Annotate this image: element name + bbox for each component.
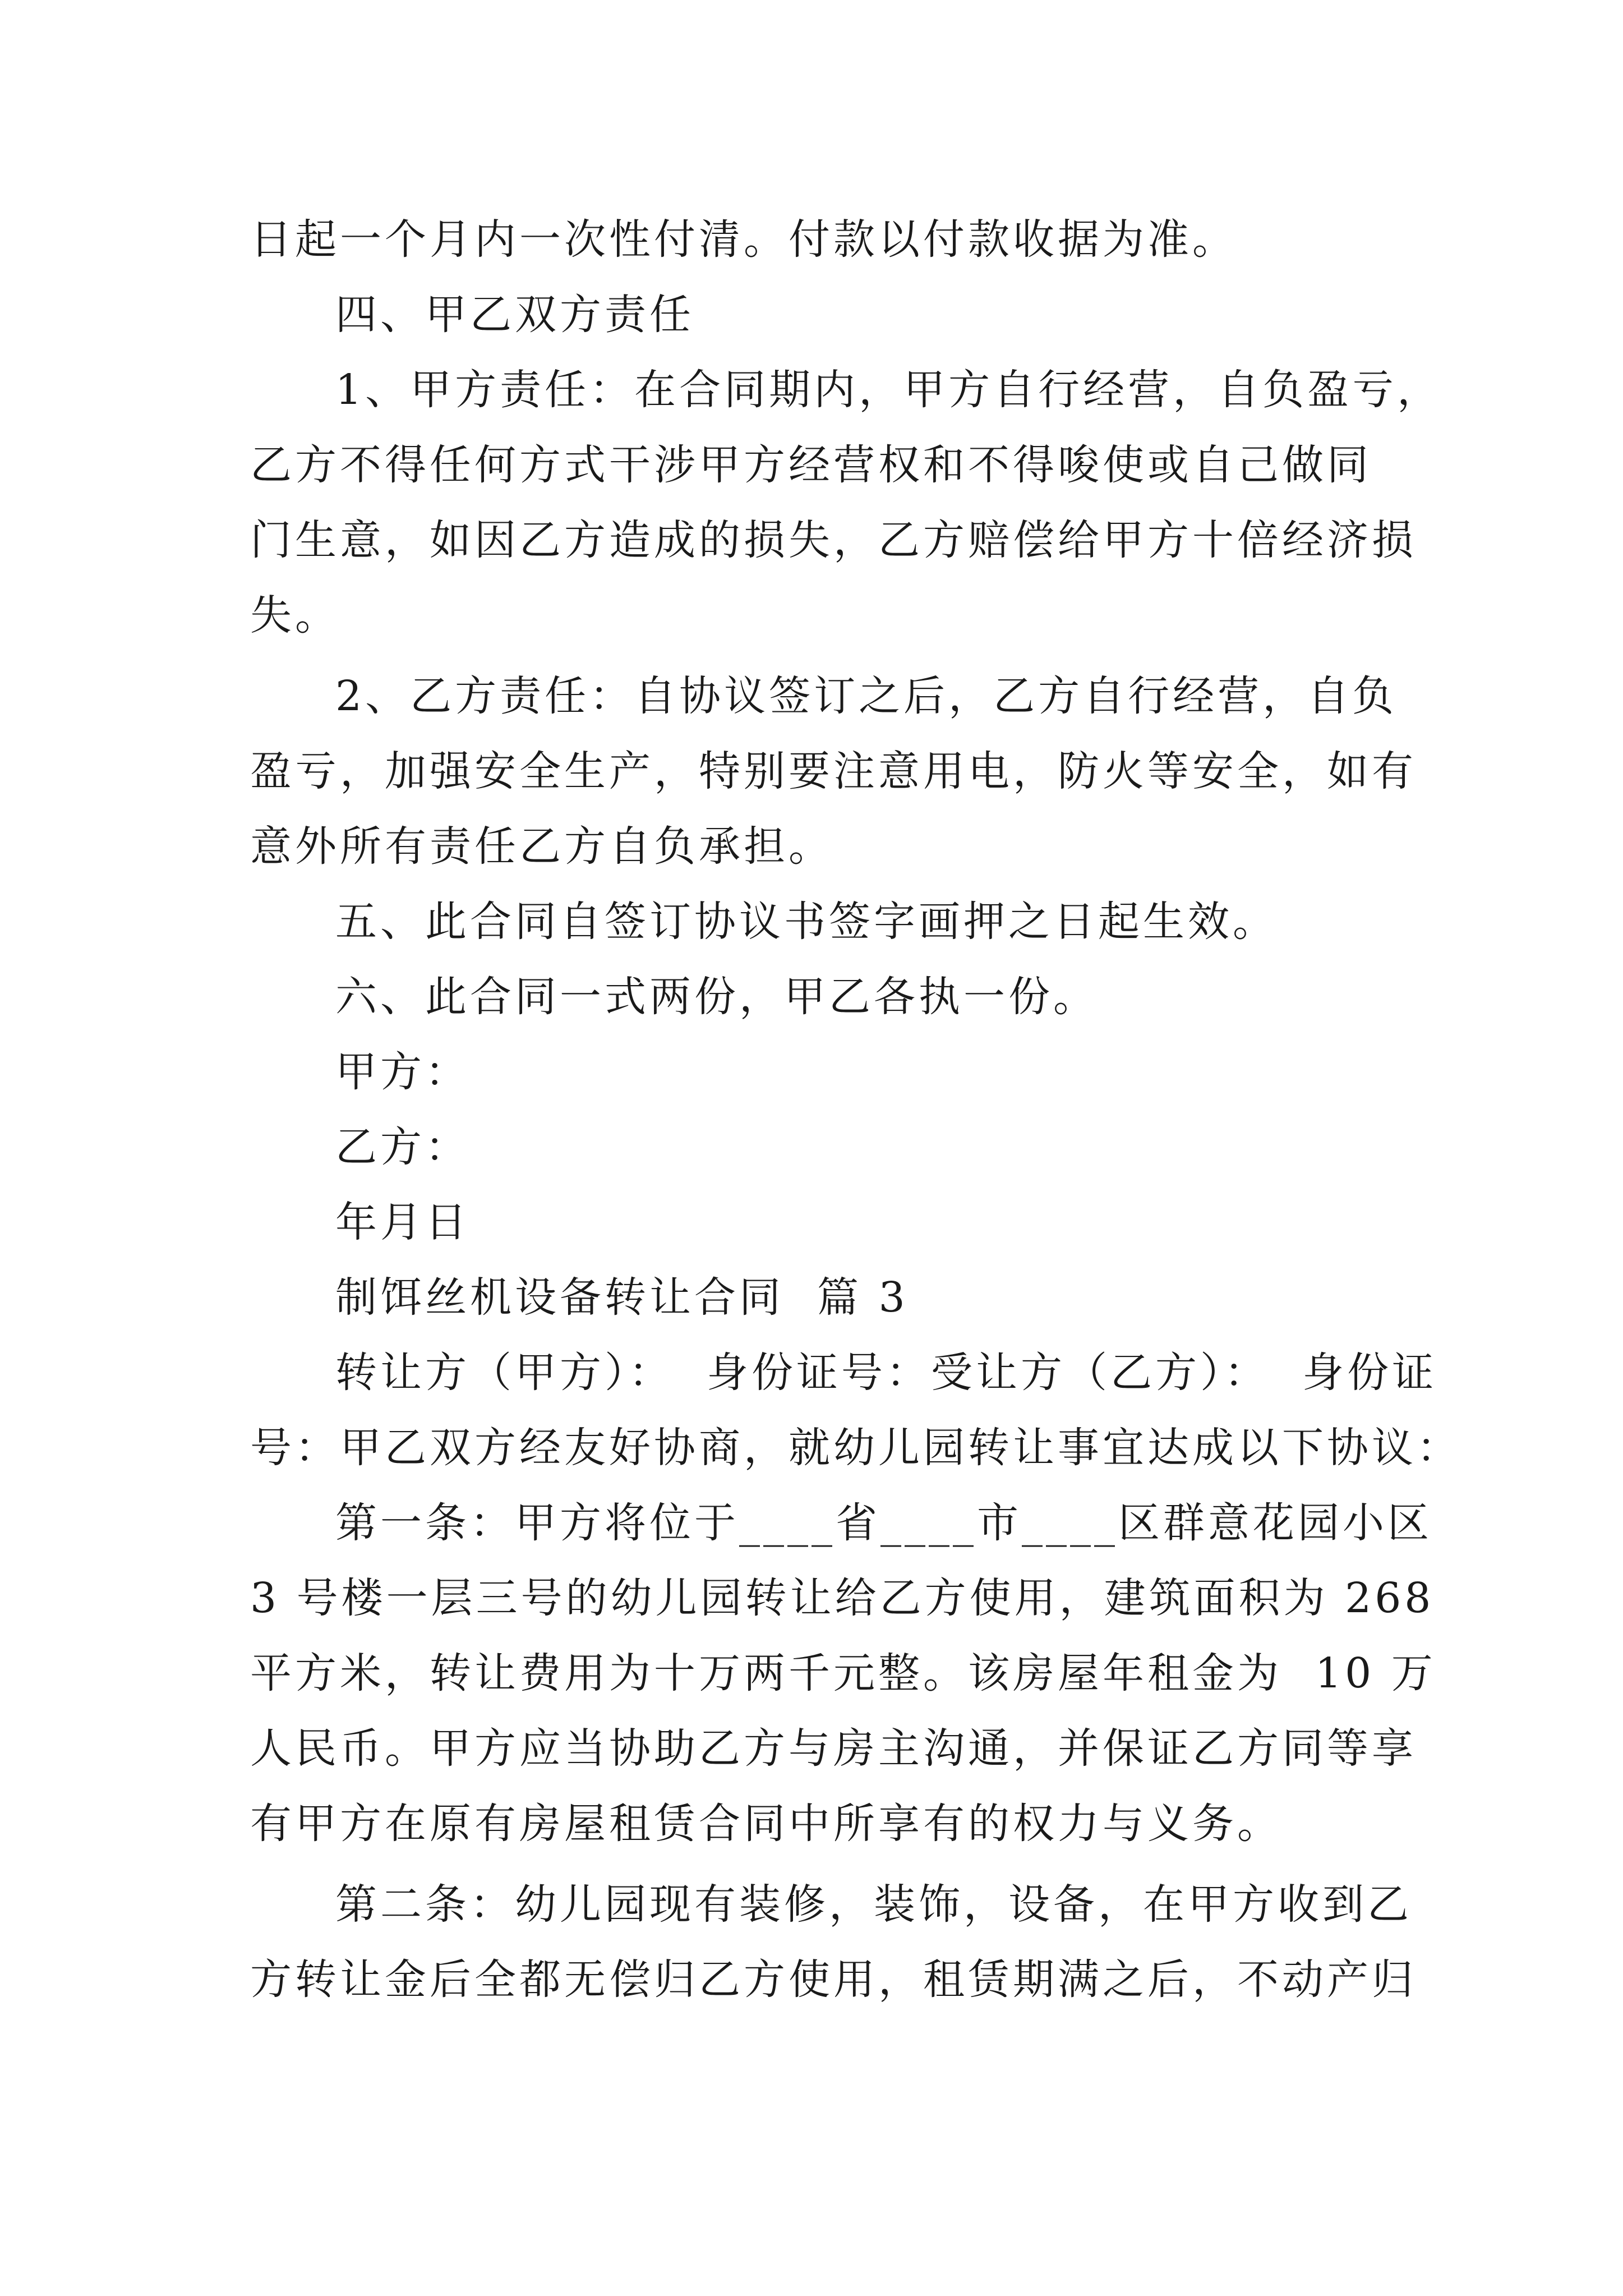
text-line: 意外所有责任乙方自负承担。 — [250, 822, 833, 871]
text-line: 第二条：幼儿园现有装修，装饰，设备，在甲方收到乙 — [335, 1880, 1412, 1929]
text-line: 转让方（甲方）： 身份证号：受让方（乙方）： 身份证 — [335, 1349, 1437, 1397]
section-heading: 四、甲乙双方责任 — [335, 291, 694, 339]
text-line: 平方米，转让费用为十万两千元整。该房屋年租金为 10 万 — [250, 1649, 1436, 1697]
text-line: 3 号楼一层三号的幼儿园转让给乙方使用，建筑面积为 268 — [250, 1574, 1435, 1622]
text-line: 人民币。甲方应当协助乙方与房主沟通，并保证乙方同等享 — [250, 1724, 1417, 1773]
section-title: 制饵丝机设备转让合同 篇 3 — [335, 1273, 909, 1322]
text-line: 2、乙方责任：自协议签订之后，乙方自行经营，自负 — [335, 672, 1398, 720]
text-line: 盈亏，加强安全生产，特别要注意用电，防火等安全，如有 — [250, 747, 1417, 795]
text-line: 五、此合同自签订协议书签字画押之日起生效。 — [335, 898, 1278, 946]
text-line: 失。 — [250, 591, 340, 639]
text-line: 日起一个月内一次性付清。付款以付款收据为准。 — [250, 215, 1237, 264]
text-line: 1、甲方责任：在合同期内，甲方自行经营，自负盈亏， — [335, 366, 1442, 414]
text-line: 门生意，如因乙方造成的损失，乙方赔偿给甲方十倍经济损 — [250, 516, 1417, 564]
text-line: 有甲方在原有房屋租赁合同中所享有的权力与义务。 — [250, 1800, 1282, 1848]
text-line: 乙方不得任何方式干涉甲方经营权和不得唆使或自己做同 — [250, 441, 1372, 489]
date-label: 年月日 — [335, 1198, 470, 1246]
text-line: 六、此合同一式两份，甲乙各执一份。 — [335, 973, 1098, 1021]
text-line: 方转让金后全都无偿归乙方使用，租赁期满之后，不动产归 — [250, 1955, 1417, 2004]
signature-label-party-a: 甲方： — [335, 1048, 470, 1096]
text-line: 第一条：甲方将位于____省____市____区群意花园小区 — [335, 1499, 1432, 1547]
signature-label-party-b: 乙方： — [335, 1123, 470, 1171]
text-line: 号：甲乙双方经友好协商，就幼儿园转让事宜达成以下协议： — [250, 1424, 1461, 1472]
